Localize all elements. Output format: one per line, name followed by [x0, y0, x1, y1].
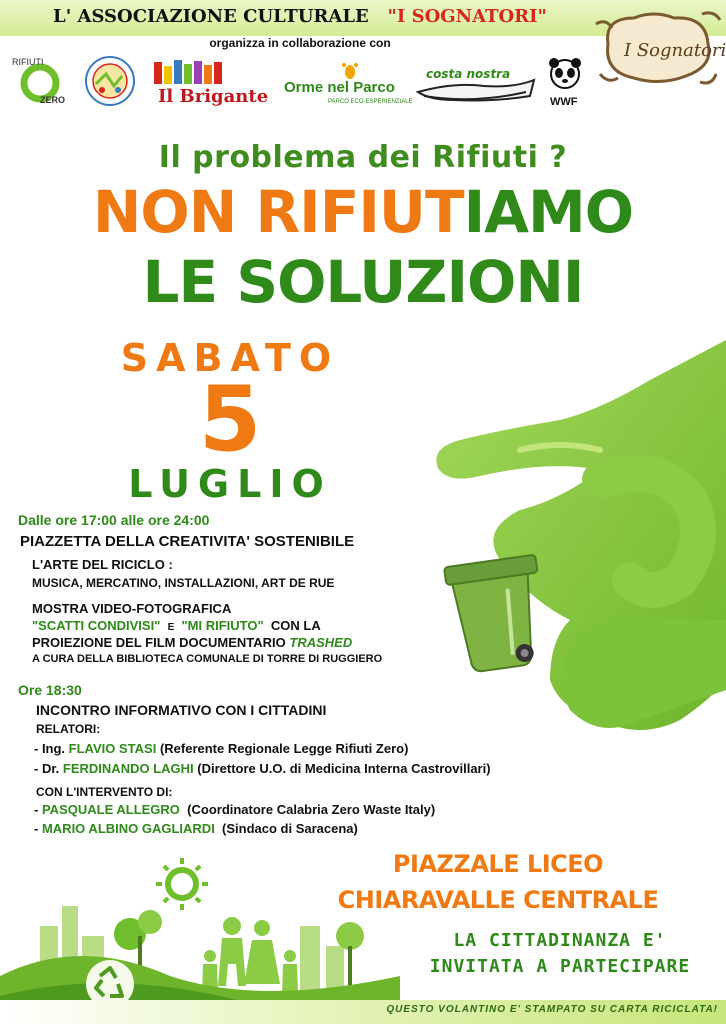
venue-line1: PIAZZALE LICEO: [392, 850, 604, 878]
orme-logo-subtitle: PARCO ECO-ESPERIENZIALE: [328, 99, 413, 105]
guest-2-name: MARIO ALBINO GAGLIARDI: [41, 821, 215, 836]
rifiuti-logo-text: RIFIUTI: [12, 57, 44, 67]
program-mostra: MOSTRA VIDEO-FOTOGRAFICA: [32, 601, 232, 616]
sognatori-badge-logo: [590, 4, 726, 92]
program-incontro: INCONTRO INFORMATIVO CON I CITTADINI: [36, 702, 327, 718]
circular-emblem-logo: [82, 54, 138, 108]
association-name: "I SOGNATORI": [387, 6, 547, 27]
program-time1: Dalle ore 17:00 alle ore 24:00: [18, 512, 210, 528]
program-e: E: [167, 622, 175, 633]
program-cura: A CURA DELLA BIBLIOTECA COMUNALE DI TORRE DI RUGGIERO: [32, 653, 383, 665]
il-brigante-logo: [150, 58, 274, 106]
headline-non: NON: [92, 178, 256, 246]
speaker-2: [34, 761, 491, 776]
guest-1-role: (Coordinatore Calabria Zero Waste Italy): [187, 802, 436, 817]
date-month: LUGLIO: [128, 462, 332, 506]
program-proiezione: PROIEZIONE DEL FILM DOCUMENTARIO: [32, 635, 286, 650]
speaker-2-prefix: - Dr.: [34, 761, 60, 776]
costa-nostra-logo: [414, 62, 538, 106]
speaker-1-prefix: - Ing.: [34, 741, 66, 756]
headline-line2: LE SOLUZIONI: [142, 248, 584, 316]
orme-nel-parco-logo: [282, 62, 418, 106]
venue-line2: CHIARAVALLE CENTRALE: [337, 886, 659, 914]
program-con-intervento: CON L'INTERVENTO DI:: [36, 785, 173, 799]
invite-line2: INVITATA A PARTECIPARE: [429, 956, 691, 977]
sognatori-badge-text: I Sognatori: [624, 40, 726, 61]
program-trashed: TRASHED: [289, 635, 353, 650]
program-musica: MUSICA, MERCATINO, INSTALLAZIONI, ART DE RUE: [32, 576, 335, 590]
program-relatori: RELATORI:: [36, 722, 101, 736]
program-arte: L'ARTE DEL RICICLO :: [32, 557, 173, 572]
collaboration-line: organizza in collaborazione con: [209, 36, 391, 50]
guest-1-prefix: -: [34, 802, 39, 817]
guest-2-prefix: -: [34, 821, 39, 836]
brigante-logo-text: Il Brigante: [158, 86, 269, 106]
rifiuti-zero-logo: [10, 56, 68, 106]
program-piazzetta: PIAZZETTA DELLA CREATIVITA' SOSTENIBILE: [20, 533, 355, 550]
association-prefix: L' ASSOCIAZIONE CULTURALE: [53, 6, 369, 27]
program-time2: Ore 18:30: [18, 682, 82, 698]
speaker-1: [34, 741, 408, 756]
date-weekday: SABATO: [120, 336, 340, 380]
program-proiezione-line: [32, 635, 352, 650]
speaker-2-role: (Direttore U.O. di Medicina Interna Castrovillari): [197, 761, 491, 776]
partner-logos: [0, 52, 600, 112]
speaker-1-role: (Referente Regionale Legge Rifiuti Zero): [159, 741, 409, 756]
invite-line1: LA CITTADINANZA E': [453, 930, 667, 951]
orme-logo-text: Orme nel Parco: [284, 79, 395, 96]
program-con-la: CON LA: [270, 618, 321, 633]
headline-iamo: IAMO: [463, 178, 634, 246]
speaker-2-name: FERDINANDO LAGHI: [62, 761, 194, 776]
eco-city-illustration: [0, 856, 400, 1024]
guest-2-role: (Sindaco di Saracena): [222, 821, 358, 836]
wwf-panda-logo: [545, 56, 585, 108]
headline-rifiut: RIFIUT: [255, 178, 464, 246]
program-mirifiuto: "MI RIFIUTO": [181, 618, 264, 633]
program-scatti: "SCATTI CONDIVISI": [32, 618, 161, 633]
headline-question: Il problema dei Rifiuti ?: [158, 140, 568, 175]
recycled-paper-note: QUESTO VOLANTINO E' STAMPATO SU CARTA RICICLATA!: [386, 1004, 718, 1015]
headline-line1: [0, 180, 726, 244]
guest-1-name: PASQUALE ALLEGRO: [41, 802, 180, 817]
program-scatti-line: [32, 618, 321, 633]
guest-1: [34, 802, 435, 817]
guest-2: [34, 821, 358, 836]
wwf-logo-text: WWF: [550, 96, 578, 108]
zero-logo-text: ZERO: [40, 95, 66, 105]
costa-logo-text: costa nostra: [426, 67, 511, 81]
date-day: 5: [198, 367, 262, 472]
association-title: [0, 6, 600, 27]
speaker-1-name: FLAVIO STASI: [68, 741, 157, 756]
